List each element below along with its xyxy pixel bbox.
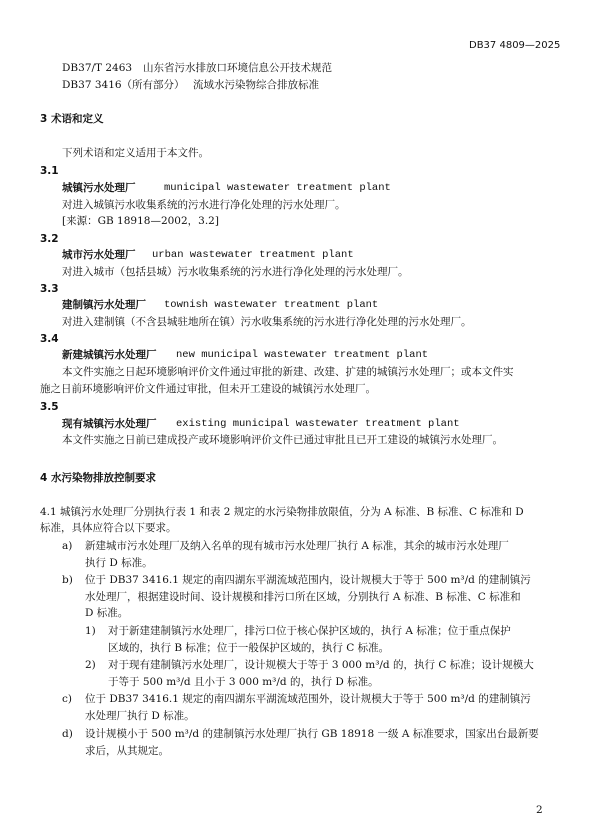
term-definition: 对进入城镇污水收集系统的污水进行净化处理的污水处理厂。 [62, 199, 346, 211]
list-item: 求后，从其规定。 [85, 745, 169, 757]
list-item: 新建城市污水处理厂及纳入名单的现有城市污水处理厂执行 A 标准，其余的城市污水处理厂 [85, 540, 509, 552]
term-definition: 本文件实施之日起环境影响评价文件通过审批的新建、改建、扩建的城镇污水处理厂；或本文件实 [62, 366, 514, 378]
list-item: 设计规模小于 500 m³/d 的建制镇污水处理厂执行 GB 18918 一级 A 标准要求，国家出台最新要 [85, 728, 539, 740]
section-4-heading: 4 水污染物排放控制要求 [40, 472, 156, 484]
sublist-item: 区域的，执行 B 标准；位于一般保护区域的，执行 C 标准。 [108, 642, 390, 654]
clause-4-1: 标准，具体应符合以下要求。 [40, 522, 177, 534]
term-number: 3.1 [40, 165, 59, 177]
section-3-heading: 3 术语和定义 [40, 113, 104, 125]
term-cn: 建制镇污水处理厂 [62, 299, 146, 311]
term-cn: 现有城镇污水处理厂 [62, 418, 157, 430]
sublist-label: 2) [85, 659, 96, 671]
list-item: 执行 D 标准。 [85, 557, 153, 569]
list-item: 位于 DB37 3416.1 规定的南四湖东平湖流域范围外，设计规模大于等于 500 m³/d 的建制镇污 [85, 693, 531, 705]
ref-code: DB37 3416（所有部分） [62, 79, 185, 91]
term-number: 3.4 [40, 333, 59, 345]
term-definition: 本文件实施之日前已建成投产或环境影响评价文件已通过审批且已开工建设的城镇污水处理厂。 [62, 434, 503, 446]
term-cn: 城市污水处理厂 [62, 249, 136, 261]
sublist-item: 对于新建建制镇污水处理厂，排污口位于核心保护区域的，执行 A 标准；位于重点保护 [108, 625, 511, 637]
doc-number: DB37 4809—2025 [469, 40, 561, 51]
list-item: 水处理厂，根据建设时间、设计规模和排污口所在区域，分别执行 A 标准、B 标准、C 标准和 [85, 591, 521, 603]
term-en: urban wastewater treatment plant [152, 249, 354, 261]
sublist-item: 于等于 500 m³/d 且小于 3 000 m³/d 的，执行 D 标准。 [108, 676, 379, 688]
list-item: 水处理厂执行 D 标准。 [85, 710, 195, 722]
list-item: D 标准。 [85, 607, 129, 619]
sublist-label: 1) [85, 625, 96, 637]
term-number: 3.2 [40, 233, 59, 245]
ref-code: DB37/T 2463 [62, 62, 133, 74]
list-label: b) [62, 574, 73, 586]
ref-title: 流域水污染物综合排放标准 [193, 79, 319, 91]
term-en: existing municipal wastewater treatment plant [176, 418, 460, 430]
term-cn: 新建城镇污水处理厂 [62, 349, 157, 361]
term-number: 3.5 [40, 401, 59, 413]
term-en: new municipal wastewater treatment plant [176, 349, 429, 361]
term-source: [来源：GB 18918—2002，3.2] [62, 215, 219, 227]
list-item: 位于 DB37 3416.1 规定的南四湖东平湖流域范围内，设计规模大于等于 500 m³/d 的建制镇污 [85, 574, 531, 586]
term-en: municipal wastewater treatment plant [164, 182, 391, 194]
list-label: a) [62, 540, 73, 552]
list-label: c) [62, 693, 72, 705]
term-definition: 施之日前环境影响评价文件通过审批，但未开工建设的城镇污水处理厂。 [40, 383, 376, 395]
term-definition: 对进入建制镇（不含县城驻地所在镇）污水收集系统的污水进行净化处理的污水处理厂。 [62, 316, 472, 328]
page-number: 2 [536, 804, 543, 816]
term-number: 3.3 [40, 283, 59, 295]
term-definition: 对进入城市（包括县城）污水收集系统的污水进行净化处理的污水处理厂。 [62, 266, 409, 278]
term-en: townish wastewater treatment plant [164, 299, 379, 311]
sublist-item: 对于现有建制镇污水处理厂，设计规模大于等于 3 000 m³/d 的，执行 C 标准；设计规模大 [108, 659, 534, 671]
list-label: d) [62, 728, 73, 740]
ref-title: 山东省污水排放口环境信息公开技术规范 [143, 62, 332, 74]
clause-4-1: 4.1 城镇污水处理厂分别执行表 1 和表 2 规定的水污染物排放限值，分为 A 标准、B 标准、C 标准和 D [40, 506, 524, 518]
term-cn: 城镇污水处理厂 [62, 182, 136, 194]
section-3-intro: 下列术语和定义适用于本文件。 [62, 147, 209, 159]
